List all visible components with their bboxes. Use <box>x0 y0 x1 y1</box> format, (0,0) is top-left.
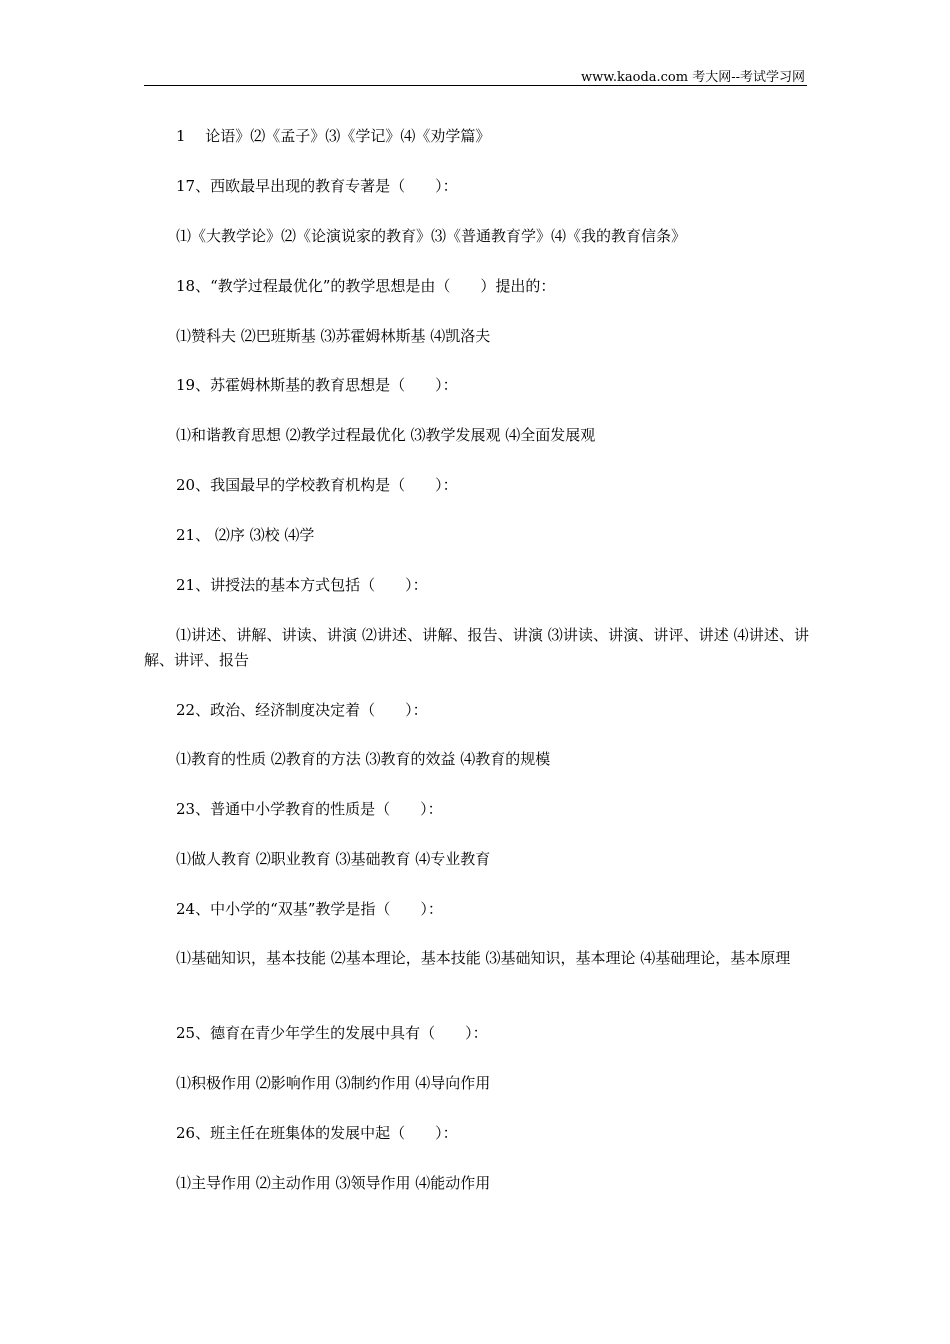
options-19: ⑴和谐教育思想 ⑵教学过程最优化 ⑶教学发展观 ⑷全面发展观 <box>176 426 596 444</box>
options-25: ⑴积极作用 ⑵影响作用 ⑶制约作用 ⑷导向作用 <box>176 1074 491 1092</box>
question-17: 17、西欧最早出现的教育专著是（ ）： <box>176 177 458 195</box>
header-site-text: www.kaoda.com 考大网--考试学习网 <box>581 70 805 85</box>
question-24: 24、中小学的“双基”教学是指（ ）： <box>176 900 443 918</box>
question-18: 18、“教学过程最优化”的教学思想是由（ ）提出的： <box>176 277 556 295</box>
options-18: ⑴赞科夫 ⑵巴班斯基 ⑶苏霍姆林斯基 ⑷凯洛夫 <box>176 327 491 345</box>
question-19: 19、苏霍姆林斯基的教育思想是（ ）： <box>176 376 458 394</box>
question-23: 23、普通中小学教育的性质是（ ）： <box>176 800 443 818</box>
option-line-16: 1 论语》⑵《孟子》⑶《学记》⑷《劝学篇》 <box>176 127 491 145</box>
question-26: 26、班主任在班集体的发展中起（ ）： <box>176 1124 458 1142</box>
question-25: 25、德育在青少年学生的发展中具有（ ）： <box>176 1024 488 1042</box>
options-23: ⑴做人教育 ⑵职业教育 ⑶基础教育 ⑷专业教育 <box>176 850 491 868</box>
options-26: ⑴主导作用 ⑵主动作用 ⑶领导作用 ⑷能动作用 <box>176 1174 491 1192</box>
page-header <box>144 64 807 86</box>
options-21: ⑴讲述、讲解、讲读、讲演 ⑵讲述、讲解、报告、讲演 ⑶讲读、讲演、讲评、讲述 ⑷讲述、讲解、讲评、报告 <box>144 626 809 669</box>
options-20: 21、 ⑵序 ⑶校 ⑷学 <box>176 526 315 544</box>
options-17: ⑴《大教学论》⑵《论演说家的教育》⑶《普通教育学》⑷《我的教育信条》 <box>176 227 687 245</box>
options-24: ⑴基础知识，基本技能 ⑵基本理论，基本技能 ⑶基础知识，基本理论 ⑷基础理论，基本原理 <box>176 949 791 967</box>
question-22: 22、政治、经济制度决定着（ ）： <box>176 701 428 719</box>
options-22: ⑴教育的性质 ⑵教育的方法 ⑶教育的效益 ⑷教育的规模 <box>176 750 551 768</box>
question-20: 20、我国最早的学校教育机构是（ ）： <box>176 476 458 494</box>
question-21: 21、讲授法的基本方式包括（ ）： <box>176 576 428 594</box>
